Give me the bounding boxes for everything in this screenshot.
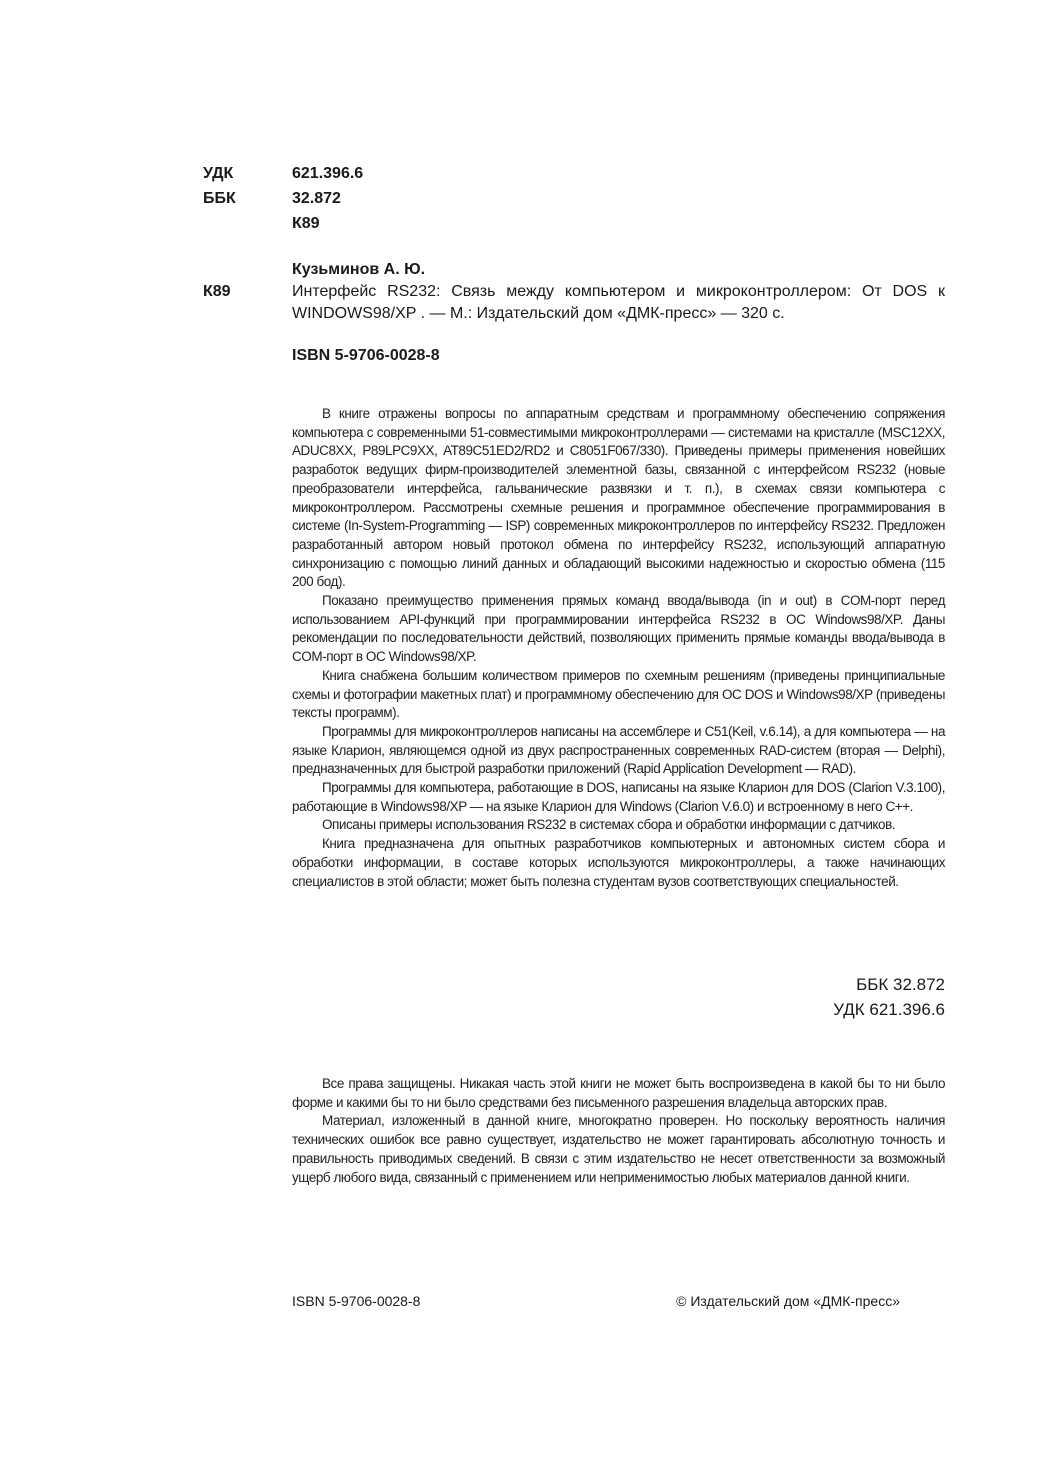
rights-paragraph: Материал, изложенный в данной книге, многократно проверен. Но поскольку вероятность наличия технических ошибок все равно существует, издательство не может гарантировать абсолютную точность и правильность приводимых сведений. В связи с этим издательство не несет ответственности за возможный ущерб любого вида, связанный с применением или неприменимостью любых материалов данной книги. xyxy=(292,1113,945,1185)
abstract-paragraph: Программы для компьютера, работающие в DOS, написаны на языке Кларион для DOS (Clarion V.3.100), работающие в Windows98/XP — на языке Кларион для Windows (Clarion V.6.0) и встроенному в него C++. xyxy=(292,780,945,814)
rights-notice xyxy=(292,1075,945,1187)
author-mark: К89 xyxy=(292,215,320,232)
abstract-paragraph: В книге отражены вопросы по аппаратным средствам и программному обеспечению сопряжения компьютера с современными 51-совместимыми микроконтроллерами — системами на кристалле (MSC12XX, ADUC8XX, P89LPC9XX, AT89C51ED2/RD2 и C8051F067/330). Приведены примеры применения новейших разработок ведущих фирм-производителей элементной базы, связанной с интерфейсом RS232 (новые преобразователи интерфейса, гальванические развязки и т. п.), в схемах связи компьютера с микроконтроллером. Рассмотрены схемные решения и программное обеспечение программирования в системе (In-System-Programming — ISP) современных микроконтроллеров по интерфейсу RS232. Предложен разработанный автором новый протокол обмена по интерфейсу RS232, использующий аппаратную синхронизацию с помощью линий данных и обладающий высокими надежностью и скоростью обмена (115 200 бод). xyxy=(292,406,945,590)
footer-copyright: © Издательский дом «ДМК-пресс» xyxy=(676,1293,900,1309)
abstract-paragraph: Книга предназначена для опытных разработчиков компьютерных и автономных систем сбора и обработки информации, в составе которых используются микроконтроллеры, а также начинающих специалистов в этой области; может быть полезна студентам вузов соответствующих специальностей. xyxy=(292,836,945,889)
book-title: Интерфейс RS232: Связь между компьютером и микроконтроллером: От DOS к WINDOWS98/XP . — М.: Издательский дом «ДМК-пресс» — 320 с. xyxy=(292,283,945,322)
udk-label: УДК xyxy=(203,165,234,182)
bbk-classification: ББК 32.872 xyxy=(856,975,945,994)
abstract-paragraph: Показано преимущество применения прямых команд ввода/вывода (in и out) в COM-порт перед использованием API-функций при программировании интерфейса RS232 в ОС Windows98/XP. Даны рекомендации по последовательности действий, позволяющих применить прямые команды ввода/вывода в COM-порт в ОС Windows98/XP. xyxy=(292,593,945,665)
margin-author-mark: К89 xyxy=(203,283,231,300)
abstract-paragraph: Описаны примеры использования RS232 в системах сбора и обработки информации с датчиков. xyxy=(322,817,896,833)
rights-paragraph: Все права защищены. Никакая часть этой книги не может быть воспроизведена в какой бы то ни было форме и какими бы то ни было средствами без письменного разрешения владельца авторских прав. xyxy=(292,1076,945,1110)
abstract-paragraph: Книга снабжена большим количеством примеров по схемным решениям (приведены принципиальные схемы и фотографии макетных плат) и программному обеспечению для ОС DOS и Windows98/XP (приведены тексты программ). xyxy=(292,667,945,721)
bbk-label: ББК xyxy=(203,190,236,207)
abstract xyxy=(292,405,945,891)
bbk-value: 32.872 xyxy=(292,190,341,207)
abstract-paragraph: Программы для микроконтроллеров написаны на ассемблере и C51(Keil, v.6.14), а для компьютера — на языке Кларион, являющемся одной из двух распространенных современных RAD-систем (вторая — Delphi), предназначенных для быстрой разработки приложений (Rapid Application Development — RAD). xyxy=(292,723,945,777)
isbn-heading: ISBN 5-9706-0028-8 xyxy=(292,347,440,364)
udk-classification: УДК 621.396.6 xyxy=(833,1000,945,1019)
udk-value: 621.396.6 xyxy=(292,165,364,182)
footer-isbn: ISBN 5-9706-0028-8 xyxy=(292,1293,421,1309)
author-name: Кузьминов А. Ю. xyxy=(292,261,426,278)
